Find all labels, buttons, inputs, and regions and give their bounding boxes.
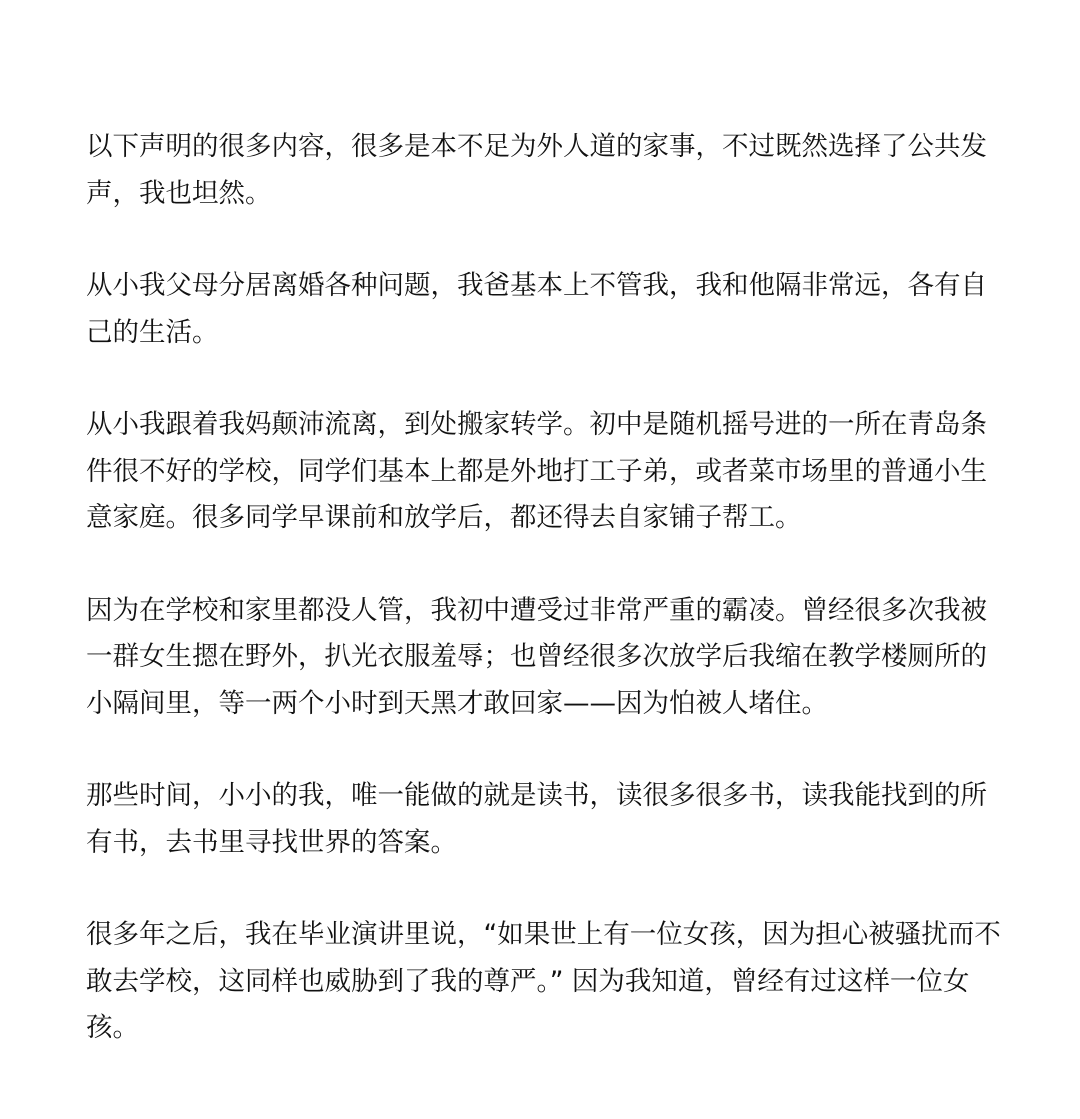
- paragraph-line: 己的生活。: [86, 316, 219, 348]
- paragraph-6: [86, 912, 1020, 1052]
- paragraph-1: [86, 124, 1020, 217]
- paragraph-line: 声，我也坦然。: [86, 177, 272, 209]
- paragraph-5: [86, 773, 1020, 866]
- paragraph-line: 从小我父母分居离婚各种问题，我爸基本上不管我，我和他隔非常远，各有自: [86, 270, 987, 301]
- paragraph-line: 一群女生摁在野外，扒光衣服羞辱；也曾经很多次放学后我缩在教学楼厕所的: [86, 641, 987, 672]
- paragraph-line: 意家庭。很多同学早课前和放学后，都还得去自家铺子帮工。: [86, 502, 802, 533]
- paragraph-line: 以下声明的很多内容，很多是本不足为外人道的家事，不过既然选择了公共发: [86, 131, 987, 162]
- paragraph-4: [86, 588, 1020, 728]
- paragraph-line: 从小我跟着我妈颠沛流离，到处搬家转学。初中是随机摇号进的一所在青岛条: [86, 409, 987, 440]
- paragraph-line: 件很不好的学校，同学们基本上都是外地打工子弟，或者菜市场里的普通小生: [86, 455, 987, 487]
- paragraph-line: 有书，去书里寻找世界的答案。: [86, 826, 457, 858]
- paragraph-line: 小隔间里，等一两个小时到天黑才敢回家——因为怕被人堵住。: [86, 687, 828, 719]
- paragraph-3: [86, 402, 1020, 542]
- paragraph-line: 那些时间，小小的我，唯一能做的就是读书，读很多很多书，读我能找到的所: [86, 780, 987, 811]
- paragraph-line: 孩。: [86, 1012, 139, 1043]
- paragraph-line: 敢去学校，这同样也威胁到了我的尊严。” 因为我知道，曾经有过这样一位女: [86, 965, 970, 997]
- paragraph-line: 很多年之后，我在毕业演讲里说，“如果世上有一位女孩，因为担心被骚扰而不: [86, 919, 1001, 950]
- paragraph-2: [86, 263, 1020, 356]
- paragraph-line: 因为在学校和家里都没人管，我初中遭受过非常严重的霸凌。曾经很多次我被: [86, 594, 987, 626]
